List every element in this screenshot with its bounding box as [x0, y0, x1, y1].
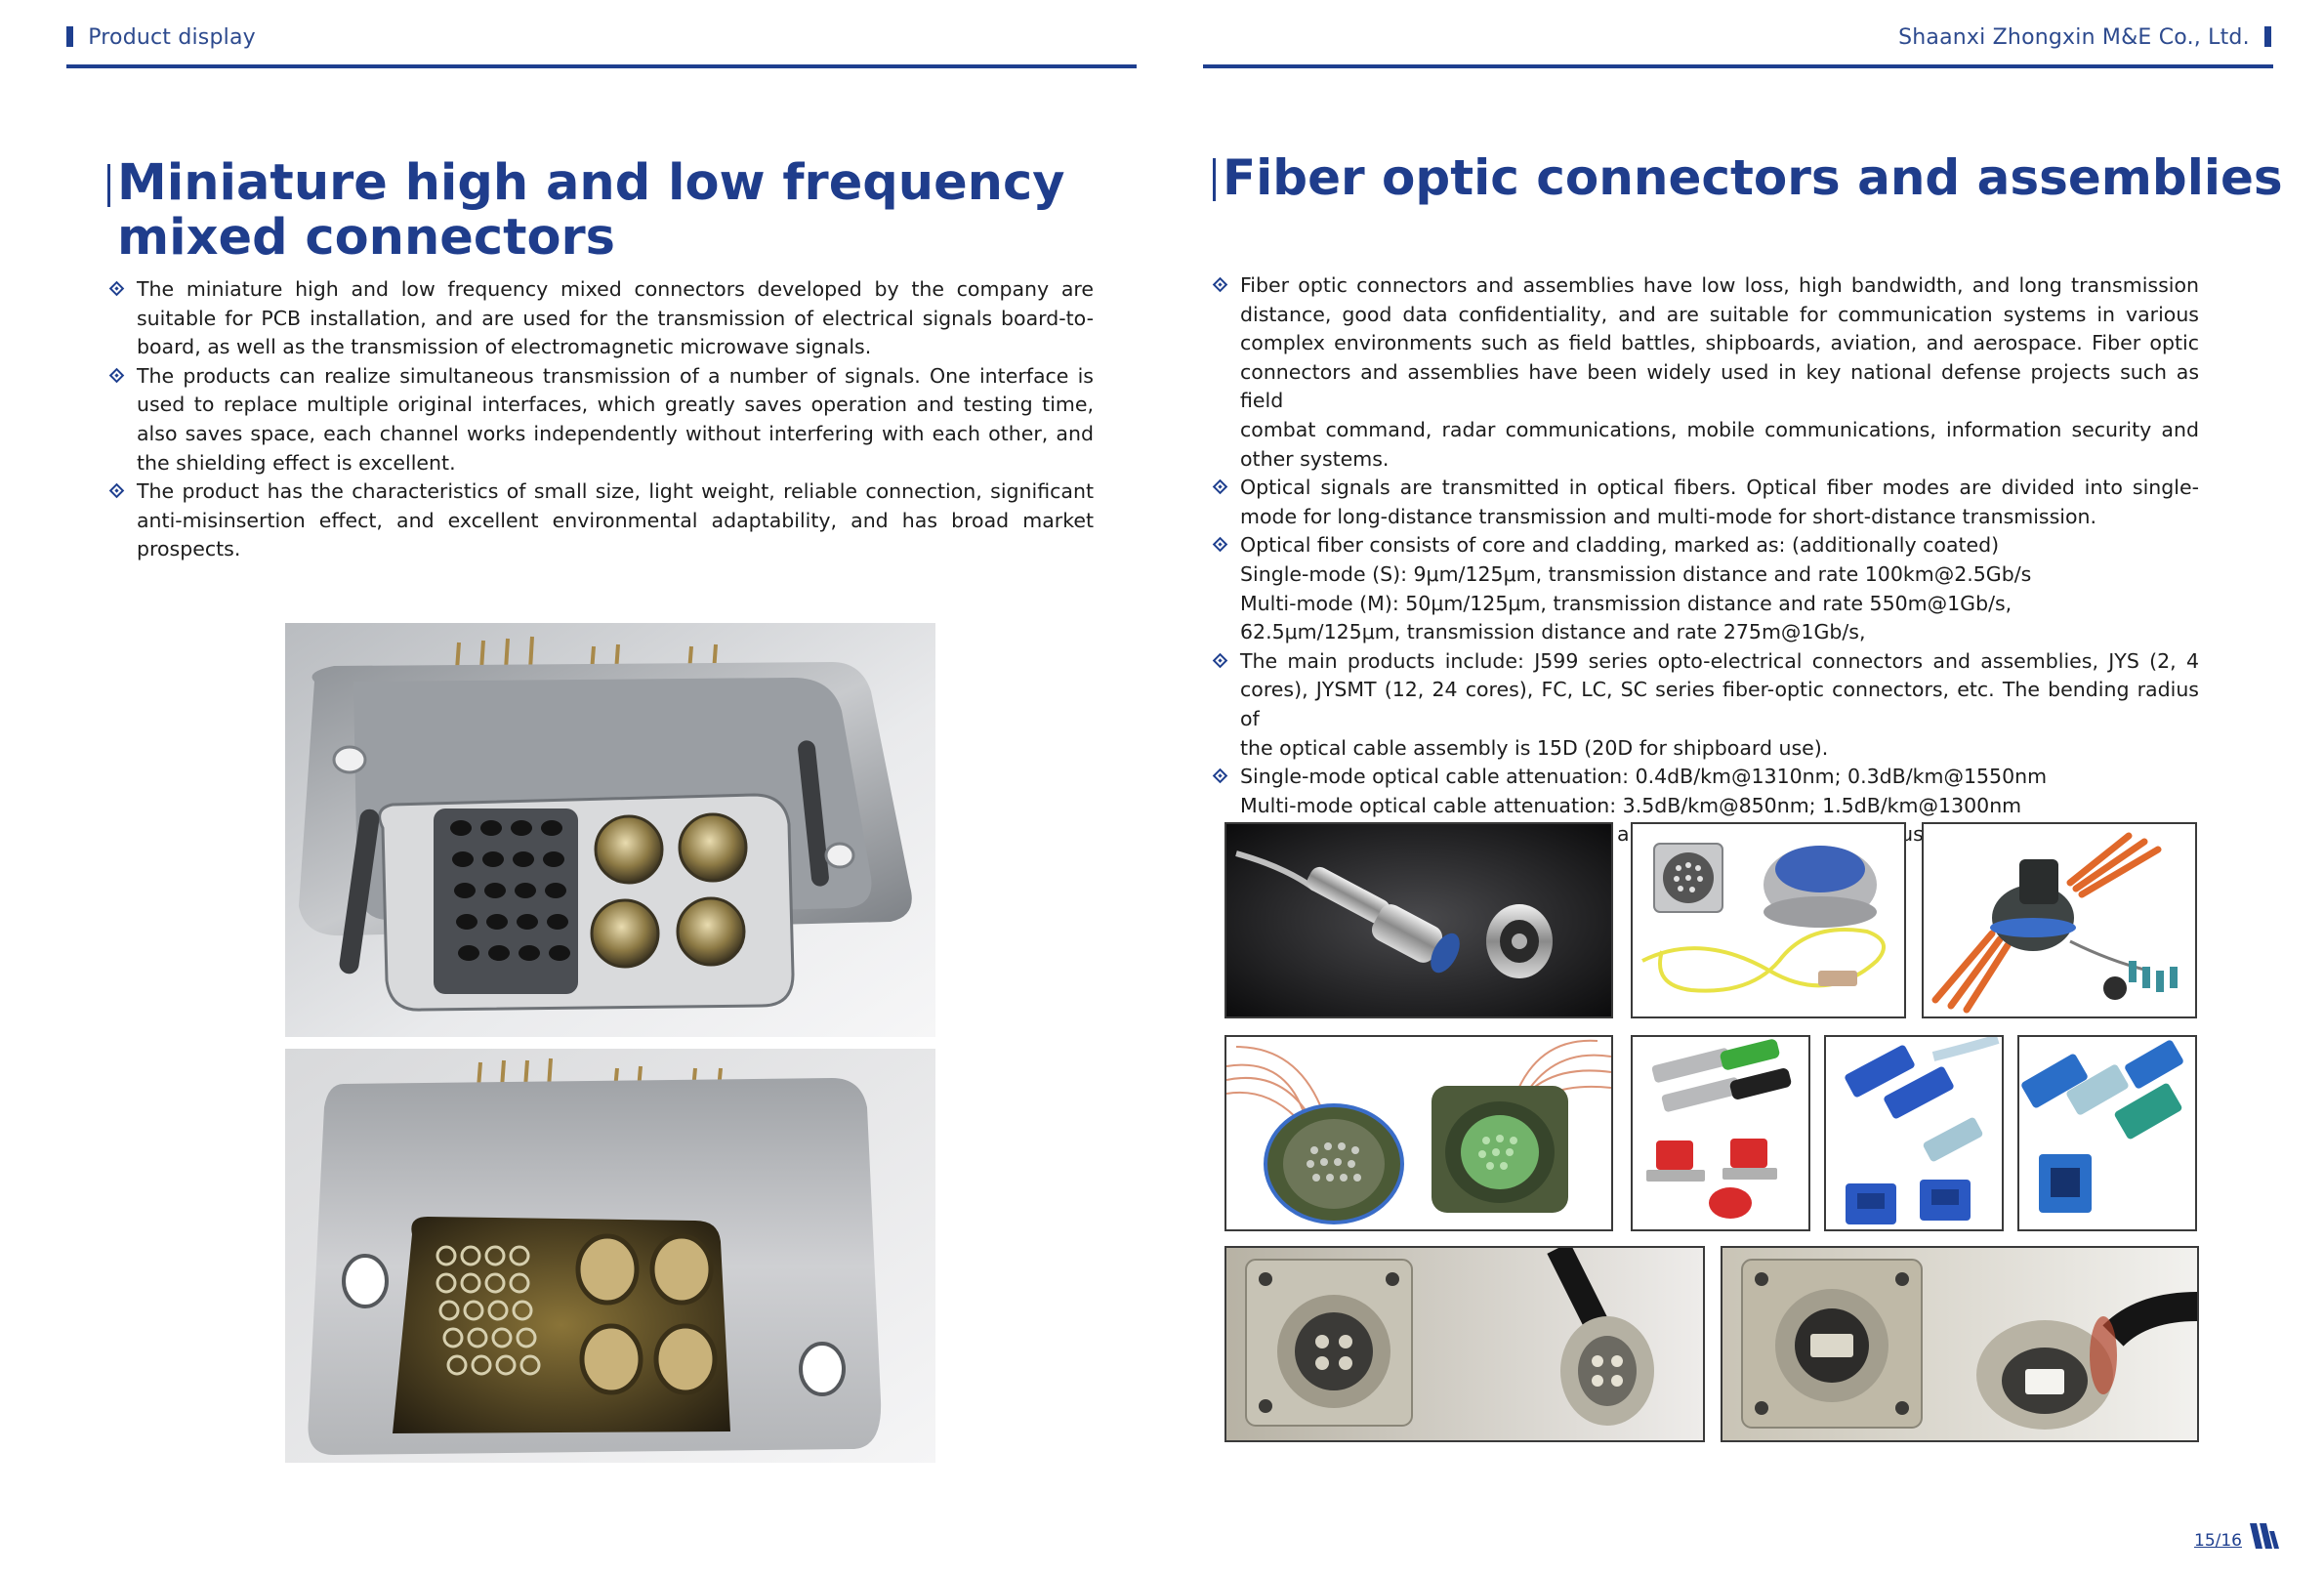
bullet-diamond-icon [1213, 537, 1228, 553]
sc-connector-adapter-photo [2019, 1037, 2195, 1229]
connector-render-top [285, 623, 935, 1037]
left-bullet-1 [107, 275, 1094, 362]
text-line: prospects. [137, 537, 241, 561]
bullet-diamond-icon [1213, 652, 1228, 668]
fiber-photo-1 [1224, 822, 1613, 1018]
fiber-photo-2 [1631, 822, 1906, 1018]
title-marker [1213, 158, 1216, 201]
right-bullet-4 [1211, 647, 2199, 763]
text-line: suitable for PCB installation, and are used for the transmission of electrical signals board-to- [137, 306, 1094, 330]
fiber-photo-7 [2017, 1035, 2197, 1231]
bullet-diamond-icon [1213, 479, 1228, 495]
text-line: the shielding effect is excellent. [137, 450, 456, 475]
title-marker [107, 164, 110, 207]
section-label: Product display [88, 25, 256, 50]
text-line: other systems. [1240, 446, 1390, 471]
mixed-connector-photo-bottom [285, 1049, 935, 1463]
text-line: connectors and assemblies have been widely used in key national defense projects such as field [1240, 359, 2199, 413]
text-line: Optical signals are transmitted in optical fibers. Optical fiber modes are divided into single- [1240, 476, 2199, 500]
right-title [1213, 150, 2283, 205]
right-bullet-3 [1211, 531, 2199, 646]
text-line: Optical fiber consists of core and cladding, marked as: (additionally coated) [1240, 533, 2000, 558]
fiber-connector-dark-photo [1226, 824, 1611, 1016]
text-line: the optical cable assembly is 15D (20D for shipboard use). [1240, 735, 1829, 760]
text-line: Multi-mode (M): 50μm/125μm, transmission distance and rate 550m@1Gb/s, [1240, 591, 2013, 615]
text-line: The products can realize simultaneous transmission of a number of signals. One interface is [137, 363, 1094, 388]
text-line: The main products include: J599 series opto-electrical connectors and assemblies, JYS (2, 4 [1240, 648, 2199, 673]
text-line: The product has the characteristics of small size, light weight, reliable connection, significant [137, 479, 1094, 504]
jys-connector-silver-photo-2 [1722, 1248, 2197, 1440]
text-line: The miniature high and low frequency mixed connectors developed by the company are [137, 277, 1094, 301]
circular-connector-pair-photo [1226, 1037, 1611, 1229]
left-title-line-1: Miniature high and low frequency [117, 154, 1065, 212]
bullet-diamond-icon [109, 368, 125, 384]
text-line: Single-mode optical cable attenuation: 0.4dB/km@1310nm; 0.3dB/km@1550nm [1240, 765, 2048, 789]
fiber-harness-orange-photo [1924, 824, 2195, 1016]
fiber-photo-3 [1922, 822, 2197, 1018]
bullet-diamond-icon [1213, 768, 1228, 784]
header-right-marker [2264, 26, 2271, 47]
bullet-diamond-icon [1213, 277, 1228, 293]
right-title-text: Fiber optic connectors and assemblies [1223, 149, 2283, 206]
company-name: Shaanxi Zhongxin M&E Co., Ltd. [1898, 25, 2250, 50]
text-line: board, as well as the transmission of electromagnetic microwave signals. [137, 335, 872, 359]
bullet-diamond-icon [109, 483, 125, 499]
right-bullet-1 [1211, 271, 2199, 474]
right-bullet-2 [1211, 474, 2199, 531]
header-rule-left [66, 64, 1137, 68]
text-line: 62.5μm/125μm, transmission distance and rate 275m@1Gb/s, [1240, 620, 1866, 644]
text-line: Single-mode (S): 9μm/125μm, transmission distance and rate 100km@2.5Gb/s [1240, 561, 2032, 586]
fiber-connector-yellow-cable-photo [1633, 824, 1904, 1016]
page-number: 15/16 [2194, 1531, 2242, 1551]
fiber-photo-8 [1224, 1246, 1705, 1442]
left-bullet-list [107, 275, 1094, 564]
left-title [107, 156, 1064, 266]
left-bullet-3 [107, 477, 1094, 564]
header-left-marker [66, 26, 73, 47]
bullet-diamond-icon [109, 281, 125, 297]
text-line: anti-misinsertion effect, and excellent environmental adaptability, and has broad market [137, 508, 1094, 532]
header-right [1898, 25, 2271, 50]
fiber-photo-5 [1631, 1035, 1810, 1231]
text-line: complex environments such as field battles, shipboards, aviation, and aerospace. Fiber optic [1240, 331, 2199, 355]
text-line: used to replace multiple original interfaces, which greatly saves operation and testing time, [137, 393, 1094, 417]
lc-connector-adapter-photo [1826, 1037, 2002, 1229]
text-line: combat command, radar communications, mobile communications, information security and [1240, 417, 2199, 441]
brand-logo-icon [2248, 1521, 2281, 1555]
fiber-photo-6 [1824, 1035, 2004, 1231]
left-bullet-2 [107, 362, 1094, 477]
jys-connector-silver-photo-1 [1226, 1248, 1703, 1440]
text-line: cores), JYSMT (12, 24 cores), FC, LC, SC series fiber-optic connectors, etc. The bending radius of [1240, 678, 2199, 730]
right-bullet-list [1211, 271, 2199, 850]
text-line: also saves space, each channel works independently without interfering with each other, and [137, 421, 1094, 445]
connector-render-bottom [285, 1049, 935, 1463]
text-line: Multi-mode optical cable attenuation: 3.5dB/km@850nm; 1.5dB/km@1300nm [1240, 793, 2022, 817]
text-line: distance, good data confidentiality, and are suitable for communication systems in various [1240, 302, 2199, 326]
fiber-photo-9 [1721, 1246, 2199, 1442]
mixed-connector-photo-top [285, 623, 935, 1037]
fc-connector-adapter-photo [1633, 1037, 1808, 1229]
text-line: Fiber optic connectors and assemblies have low loss, high bandwidth, and long transmission [1240, 273, 2199, 297]
text-line: mode for long-distance transmission and multi-mode for short-distance transmission. [1240, 504, 2097, 528]
fiber-photo-4 [1224, 1035, 1613, 1231]
left-title-line-2: mixed connectors [117, 209, 615, 267]
header-left [66, 25, 256, 50]
header-rule-right [1203, 64, 2273, 68]
